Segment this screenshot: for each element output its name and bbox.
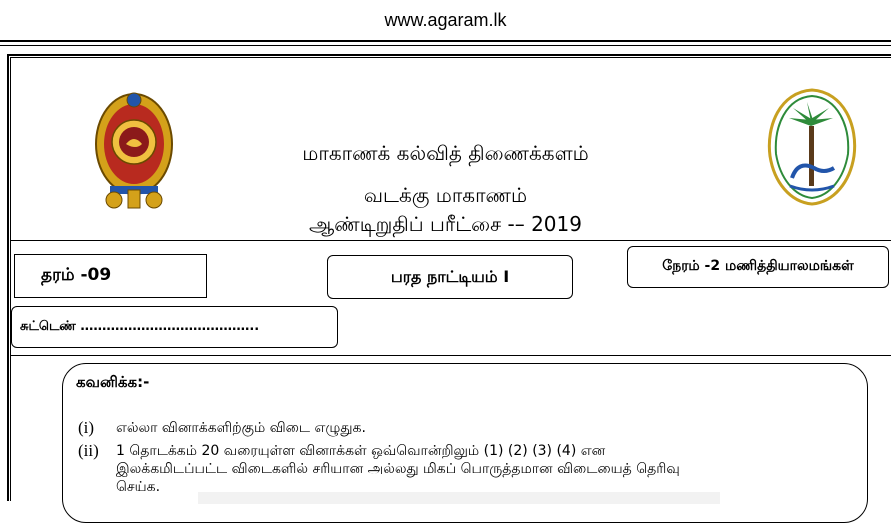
grade-box <box>14 254 207 298</box>
time-box <box>627 246 889 288</box>
subject-label: பரத நாட்டியம் I <box>390 266 510 286</box>
exam-title: ஆண்டிறுதிப் பரீட்சை -– 2019 <box>309 212 582 236</box>
top-rule <box>0 40 891 42</box>
site-url[interactable]: www.agaram.lk <box>384 10 507 30</box>
note-text: எல்லா வினாக்களிற்கும் விடை எழுதுக. <box>116 420 366 436</box>
note-text: 1 தொடக்கம் 20 வரையுள்ள வினாக்கள் ஒவ்வொன்றிலும் (1) (2) (3) (4) என <box>116 443 606 459</box>
index-number-label: சுட்டெண் ………………………………….. <box>20 319 260 334</box>
index-number-field[interactable] <box>11 306 338 348</box>
note-number: (i) <box>78 418 95 437</box>
note-text: இலக்கமிடப்பட்ட விடைகளில் சரியான அல்லது மிகப் பொருத்தமான விடையைத் தெரிவு <box>116 461 680 477</box>
time-label: நேரம் -2 மணித்தியாலமங்கள் <box>662 258 854 274</box>
province-title: வடக்கு மாகாணம் <box>363 183 528 207</box>
overlay-panel <box>198 492 720 504</box>
grade-label: தரம் -09 <box>41 265 112 285</box>
instructions-heading: கவனிக்க:- <box>76 373 150 391</box>
subject-box <box>327 255 573 299</box>
note-number: (ii) <box>78 441 99 460</box>
department-title: மாகாணக் கல்வித் திணைக்களம் <box>302 141 589 165</box>
note-text: செய்க. <box>116 479 161 495</box>
info-divider <box>10 355 891 356</box>
top-rule-thin <box>0 45 891 46</box>
header-divider <box>10 240 891 241</box>
